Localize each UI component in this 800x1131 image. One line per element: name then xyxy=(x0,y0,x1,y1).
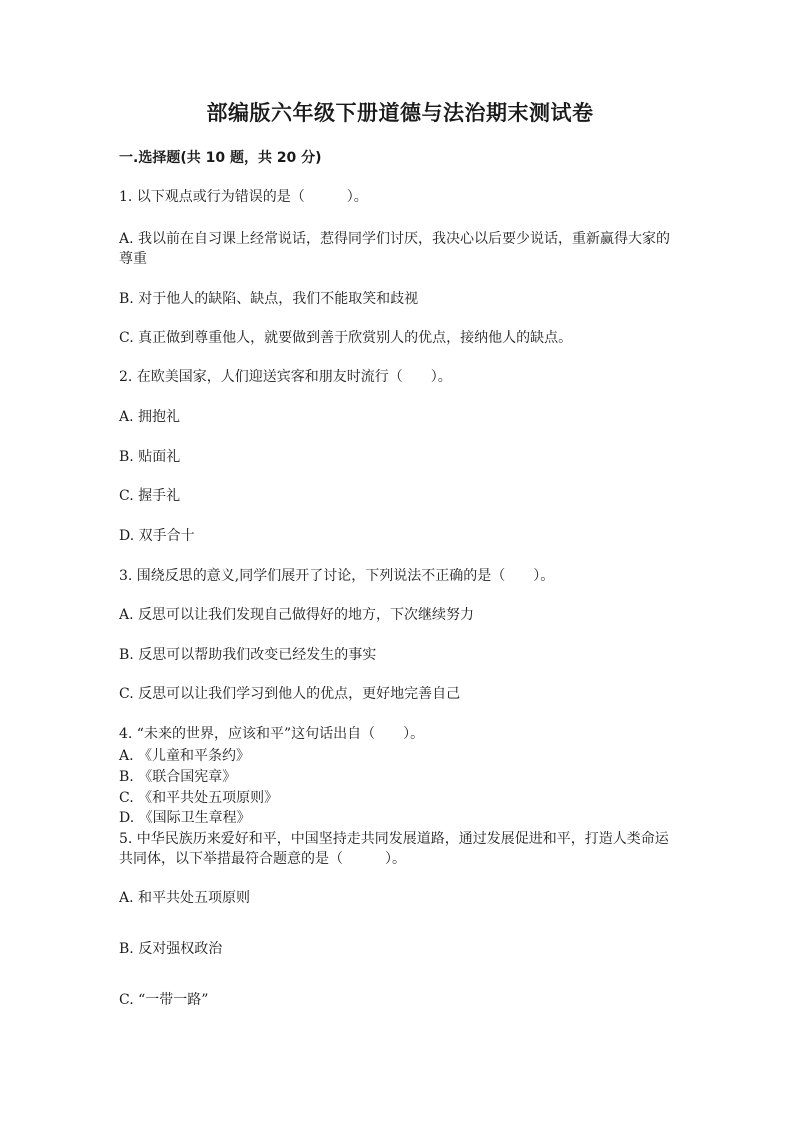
question-4-option-a: A. 《儿童和平条约》 xyxy=(119,748,251,764)
page-title: 部编版六年级下册道德与法治期末测试卷 xyxy=(206,101,594,125)
question-2-option-d: D. 双手合十 xyxy=(119,528,195,544)
question-3-option-b: B. 反思可以帮助我们改变已经发生的事实 xyxy=(119,647,377,663)
question-3-option-c: C. 反思可以让我们学习到他人的优点，更好地完善自己 xyxy=(119,686,461,702)
section-heading: 一.选择题(共 10 题，共 20 分) xyxy=(119,150,322,166)
question-5-option-b: B. 反对强权政治 xyxy=(119,941,223,957)
question-3-stem: 3. 围绕反思的意义,同学们展开了讨论，下列说法不正确的是（ ）。 xyxy=(119,568,555,584)
question-5-option-a: A. 和平共处五项原则 xyxy=(119,890,251,906)
question-2-option-a: A. 拥抱礼 xyxy=(119,409,181,425)
question-4-option-b: B. 《联合国宪章》 xyxy=(119,769,237,785)
question-3-option-a: A. 反思可以让我们发现自己做得好的地方，下次继续努力 xyxy=(119,607,475,623)
question-1-option-a: A. 我以前在自习课上经常说话，惹得同学们讨厌，我决心以后要少说话，重新赢得大家的尊重 xyxy=(119,231,671,267)
question-4-option-c: C. 《和平共处五项原则》 xyxy=(119,790,279,806)
question-5-option-c: C. “一带一路” xyxy=(119,992,209,1008)
question-4-option-d: D. 《国际卫生章程》 xyxy=(119,810,251,826)
question-2-option-b: B. 贴面礼 xyxy=(119,449,181,465)
question-1-stem: 1. 以下观点或行为错误的是（ ）。 xyxy=(119,189,368,205)
question-1-option-c: C. 真正做到尊重他人，就要做到善于欣赏别人的优点，接纳他人的缺点。 xyxy=(119,330,573,346)
question-4-stem: 4. “未来的世界，应该和平”这句话出自（ ）。 xyxy=(119,726,425,742)
question-2-stem: 2. 在欧美国家，人们迎送宾客和朋友时流行（ ）。 xyxy=(119,369,452,385)
question-2-option-c: C. 握手礼 xyxy=(119,488,181,504)
question-1-option-b: B. 对于他人的缺陷、缺点，我们不能取笑和歧视 xyxy=(119,291,419,307)
question-5-stem: 5. 中华民族历来爱好和平，中国坚持走共同发展道路，通过发展促进和平，打造人类命运共同体，以下举措最符合题意的是（ ）。 xyxy=(119,831,669,867)
